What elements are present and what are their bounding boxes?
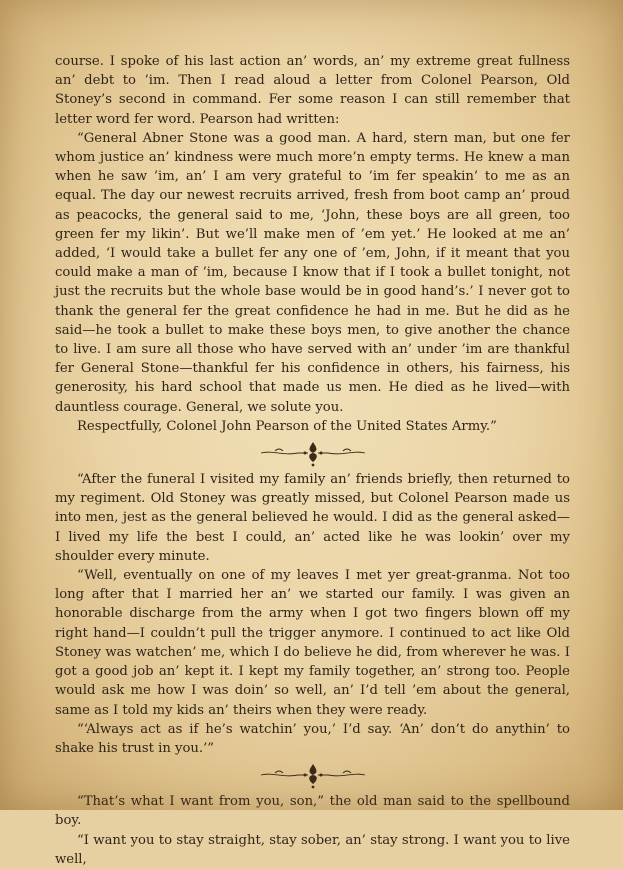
paragraph: “Well, eventually on one of my leaves I met yer great-granma. Not too long after that I married her an’ we started our family. I was given an honorable discharge from the army when I got two fingers blown off my right hand—I couldn’t pull the trigger anymore. I continued to act like Old Stoney was watchen’ me, which I do believe he did, from wherever he was. I got a good job an’ kept it. I kept my family together, an’ strong too. People would ask me how I was doin’ so well, an’ I’d tell ’em about the general, same as I told my kids an’ theirs when they were ready.	[55, 568, 570, 718]
section-3	[55, 792, 570, 869]
flourish-icon	[253, 438, 373, 468]
paragraph: “After the funeral I visited my family an’ friends briefly, then returned to my regiment. Old Stoney was greatly missed, but Colonel Pearson made us into men, jest as the general believed he would. I did as the general asked—I lived my life the best I could, an’ acted like he was lookin’ over my shoulder every minute.	[55, 472, 570, 564]
flourish-icon	[253, 760, 373, 790]
body-text	[55, 52, 570, 869]
paragraph: “That’s what I want from you, son,” the old man said to the spellbound boy.	[55, 794, 570, 829]
paragraph: course. I spoke of his last action an’ words, an’ my extreme great fullness an’ debt to ’im. Then I read aloud a letter from Colonel Pearson, Old Stoney’s second in command. Fer some reason I can still remember that letter word fer word. Pearson had written:	[55, 54, 570, 127]
section-1	[55, 52, 570, 436]
paragraph: Respectfully, Colonel John Pearson of the United States Army.”	[77, 418, 497, 434]
ornament-divider	[55, 436, 570, 470]
paragraph: “I want you to stay straight, stay sober, an’ stay strong. I want you to live well,	[55, 832, 570, 867]
paragraph: “General Abner Stone was a good man. A hard, stern man, but one fer whom justice an’ kindness were much more’n empty terms. He knew a man when he saw ’im, an’ I am very grateful to ’im fer speakin’ to me as an equal. The day our newest recruits arrived, fresh from boot camp an’ proud as peacocks, the general said to me, ‘John, these boys are all green, too green fer my likin’. But we’ll make men of ’em yet.’ He looked at me an’ added, ‘I would take a bullet fer any one of ’em, John, if it meant that you could make a man of ’im, because I know that if I took a bullet tonight, not just the recruits but the whole base would be in good hand’s.’ I never got to thank the general fer the great confidence he had in me. But he did as he said—he took a bullet to make these boys men, to give another the chance to live. I am sure all those who have served with an’ under ’im are thankful fer General Stone—thankful fer his confidence in others, his fairness, his generosity, his hard school that made us men. He died as he lived—with dauntless courage. General, we solute you.	[55, 130, 570, 415]
ornament-divider	[55, 758, 570, 792]
paragraph: “‘Always act as if he’s watchin’ you,’ I’d say. ‘An’ don’t do anythin’ to shake his trust in you.’”	[55, 721, 570, 756]
section-2	[55, 470, 570, 758]
